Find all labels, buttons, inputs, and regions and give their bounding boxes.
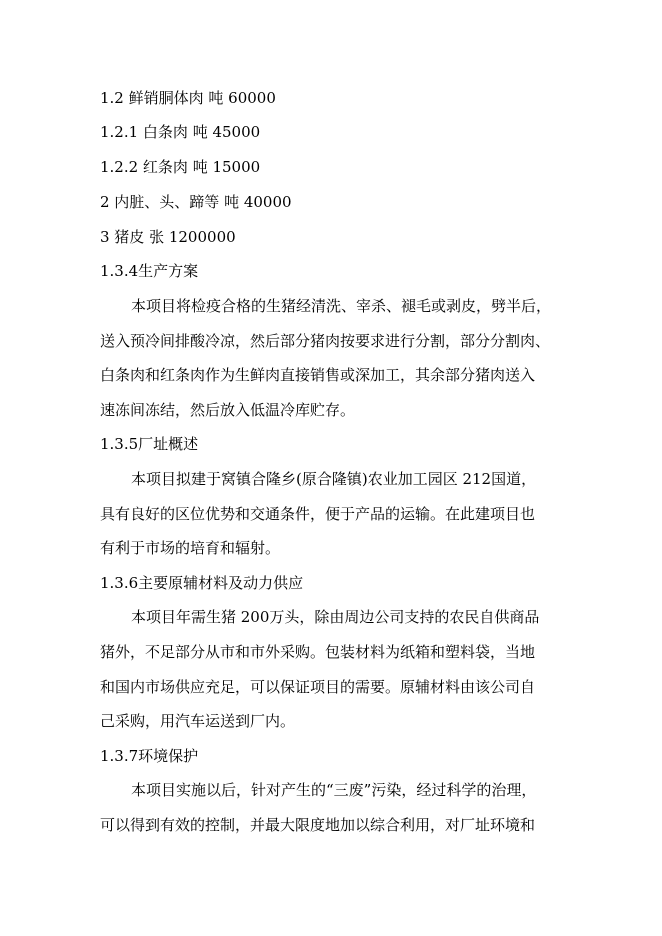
paragraph-line: 送入预冷间排酸冷凉，然后部分猪肉按要求进行分割，部分分割肉、: [100, 332, 551, 350]
paragraph-line: 和国内市场供应充足，可以保证项目的需要。原辅材料由该公司自: [100, 678, 536, 696]
paragraph-line: 猪外，不足部分从市和市外采购。包装材料为纸箱和塑料袋，当地: [100, 643, 536, 661]
list-item-pig-skin: 3 猪皮 张 1200000: [100, 228, 236, 246]
section-heading-production-plan: 1.3.4生产方案: [100, 262, 199, 280]
paragraph-line: 本项目将检疫合格的生猪经清洗、宰杀、褪毛或剥皮，劈半后，: [131, 297, 552, 315]
list-item-white-strip-meat: 1.2.1 白条肉 吨 45000: [100, 123, 261, 141]
list-item-offal-head-hoof: 2 内脏、头、蹄等 吨 40000: [100, 193, 292, 211]
section-heading-environmental-protection: 1.3.7环境保护: [100, 747, 199, 765]
section-heading-materials-supply: 1.3.6主要原辅材料及动力供应: [100, 574, 304, 592]
paragraph-line: 白条肉和红条肉作为生鲜肉直接销售或深加工，其余部分猪肉送入: [100, 366, 536, 384]
paragraph-line: 本项目实施以后，针对产生的“三废”污染，经过科学的治理，: [131, 781, 537, 799]
section-heading-site-overview: 1.3.5厂址概述: [100, 435, 199, 453]
paragraph-line: 具有良好的区位优势和交通条件，便于产品的运输。在此建项目也: [100, 505, 536, 523]
paragraph-line: 本项目年需生猪 200万头，除由周边公司支持的农民自供商品: [131, 608, 540, 626]
list-item-red-strip-meat: 1.2.2 红条肉 吨 15000: [100, 158, 261, 176]
list-item-fresh-carcass-meat: 1.2 鲜销胴体肉 吨 60000: [100, 89, 276, 107]
paragraph-line: 己采购，用汽车运送到厂内。: [100, 712, 296, 730]
paragraph-line: 有利于市场的培育和辐射。: [100, 539, 281, 557]
paragraph-line: 本项目拟建于窝镇合隆乡(原合隆镇)农业加工园区 212国道，: [131, 470, 537, 488]
paragraph-line: 速冻间冻结，然后放入低温冷库贮存。: [100, 401, 356, 419]
paragraph-line: 可以得到有效的控制，并最大限度地加以综合利用，对厂址环境和: [100, 816, 536, 834]
